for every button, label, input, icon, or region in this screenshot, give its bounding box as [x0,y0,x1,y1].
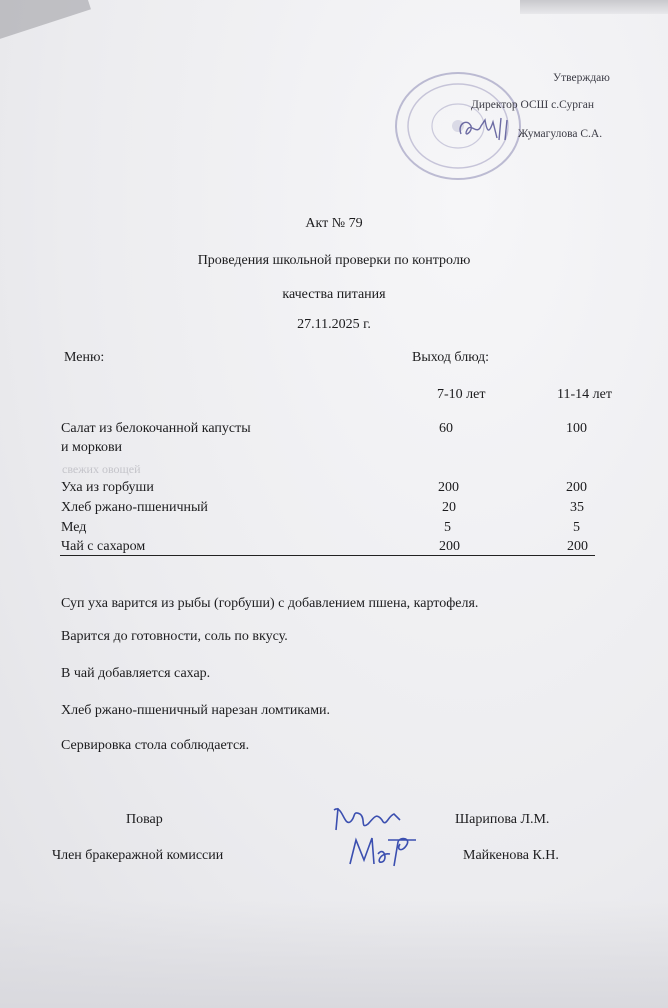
note-line: Сервировка стола соблюдается. [61,738,250,753]
bottom-shadow [0,900,668,1008]
menu-label: Меню: [64,350,105,365]
dish-value-11-14: 200 [567,539,588,554]
approval-line1: Утверждаю [553,72,610,84]
dish-value-11-14: 35 [570,500,584,515]
dish-name: Мед [61,520,87,535]
dish-value-7-10: 200 [438,480,459,495]
column-11-14: 11-14 лет [557,387,612,402]
faded-erased-text: свежих овощей [62,462,141,476]
approval-line2: Директор ОСШ с.Сурган [471,99,594,111]
note-line: Хлеб ржано-пшеничный нарезан ломтиками. [61,703,331,718]
act-date: 27.11.2025 г. [297,317,371,332]
dish-value-7-10: 200 [439,539,460,554]
dish-value-7-10: 20 [442,500,456,515]
title-line2: качества питания [282,287,386,302]
signature-name: Майкенова К.Н. [463,848,559,863]
approval-line3: Жумагулова С.А. [518,128,603,140]
dish-value-11-14: 100 [566,421,587,436]
dish-name-cont: и моркови [61,440,123,455]
signature-name: Шарипова Л.М. [455,812,550,827]
output-label: Выход блюд: [412,350,489,365]
column-7-10: 7-10 лет [437,387,486,402]
dish-value-11-14: 5 [573,520,580,535]
table-bottom-rule [60,555,595,556]
dish-name: Уха из горбуши [61,480,154,495]
dish-value-7-10: 60 [439,421,453,436]
note-line: Суп уха варится из рыбы (горбуши) с добавлением пшена, картофеля. [61,596,479,611]
dish-name: Салат из белокочанной капусты [61,421,251,436]
note-line: Варится до готовности, соль по вкусу. [61,629,288,644]
commission-member-signature [340,832,420,872]
top-edge-shadow [520,0,668,14]
dish-name: Чай с сахаром [61,539,146,554]
dish-value-7-10: 5 [444,520,451,535]
director-signature [455,112,525,146]
note-line: В чай добавляется сахар. [61,666,211,681]
act-number: Акт № 79 [305,216,363,231]
dish-value-11-14: 200 [566,480,587,495]
dish-name: Хлеб ржано-пшеничный [61,500,208,515]
signature-role: Повар [126,812,163,827]
cook-handwritten-signature [330,800,410,836]
signature-role: Член бракеражной комиссии [52,848,224,863]
title-line1: Проведения школьной проверки по контролю [197,253,471,268]
